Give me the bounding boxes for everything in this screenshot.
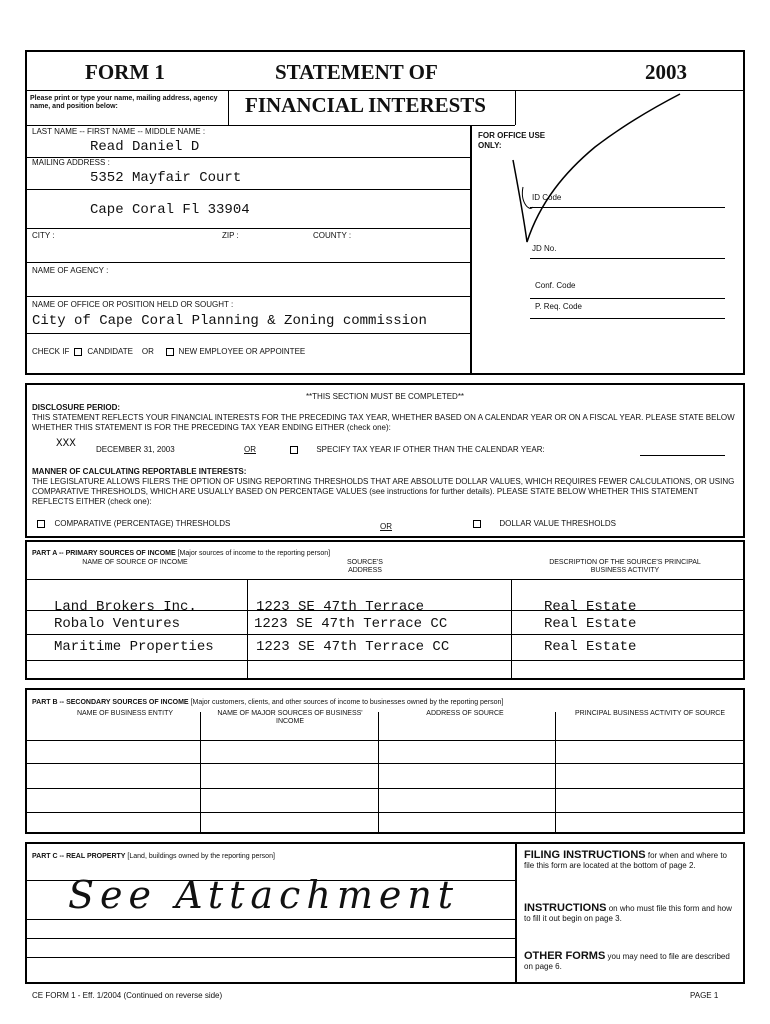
new-employee-checkbox[interactable] xyxy=(166,348,174,356)
address-line1[interactable]: 5352 Mayfair Court xyxy=(90,170,242,186)
address-line2[interactable]: Cape Coral Fl 33904 xyxy=(90,202,250,218)
other-title: OTHER FORMS xyxy=(524,950,606,962)
part-a-row2-name[interactable]: Robalo Ventures xyxy=(54,616,181,632)
footer-left: CE FORM 1 - Eff. 1/2004 (Continued on reverse side) xyxy=(32,991,223,1000)
part-a-col-address: SOURCE'S ADDRESS xyxy=(347,559,383,574)
disclosure-section xyxy=(25,383,745,538)
dollar-checkbox[interactable] xyxy=(473,520,481,528)
specify-label: SPECIFY TAX YEAR IF OTHER THAN THE CALENDAR YEAR: xyxy=(316,445,545,454)
office-use-label: FOR OFFICE USE ONLY: xyxy=(478,131,546,150)
office-stamp-mark xyxy=(505,92,705,252)
comparative-label: COMPARATIVE (PERCENTAGE) THRESHOLDS xyxy=(54,519,231,528)
part-b-heading-row xyxy=(32,699,503,707)
instr-text: on who must file this form and how to fill it out begin on page 3. xyxy=(524,904,732,923)
part-a-row1-name[interactable]: Land Brokers Inc. xyxy=(54,599,197,615)
form-year: 2003 xyxy=(645,60,687,84)
period-or: OR xyxy=(244,445,256,454)
specify-row xyxy=(285,445,545,455)
city-label: CITY : xyxy=(32,231,55,240)
jd-no-label: JD No. xyxy=(532,244,557,253)
form-label: FORM 1 xyxy=(85,60,165,84)
title-line2: FINANCIAL INTERESTS xyxy=(245,93,486,117)
part-a-row1-activity[interactable]: Real Estate xyxy=(544,599,637,615)
comparative-row xyxy=(32,519,230,529)
office-field[interactable]: City of Cape Coral Planning & Zoning commission xyxy=(32,313,427,329)
conf-code-label: Conf. Code xyxy=(535,281,576,290)
part-b-note: [Major customers, clients, and other sources of income to businesses owned by the reporting person] xyxy=(190,699,504,706)
instr-title: INSTRUCTIONS xyxy=(524,902,607,914)
comparative-checkbox[interactable] xyxy=(37,520,45,528)
name-field[interactable]: Read Daniel D xyxy=(90,139,200,155)
office-label: NAME OF OFFICE OR POSITION HELD OR SOUGHT : xyxy=(32,300,234,309)
id-code-label: ID Code xyxy=(532,193,562,202)
zip-label: ZIP : xyxy=(222,231,239,240)
county-label: COUNTY : xyxy=(313,231,352,240)
period-heading: DISCLOSURE PERIOD: xyxy=(32,403,121,412)
dollar-label: DOLLAR VALUE THRESHOLDS xyxy=(499,519,616,528)
check-if-row xyxy=(32,347,305,357)
mailing-label: MAILING ADDRESS : xyxy=(32,158,110,167)
candidate-checkbox[interactable] xyxy=(74,348,82,356)
part-b-col-activity: PRINCIPAL BUSINESS ACTIVITY OF SOURCE xyxy=(575,710,726,717)
title-line1: STATEMENT OF xyxy=(275,60,438,84)
part-a-row3-address[interactable]: 1223 SE 47th Terrace CC xyxy=(256,639,450,655)
part-a-heading-row xyxy=(32,550,330,558)
part-a-note: [Major sources of income to the reporting person] xyxy=(177,550,331,557)
filing-instructions xyxy=(524,850,734,871)
check-if-label: CHECK IF xyxy=(32,347,70,356)
part-b-heading: PART B -- SECONDARY SOURCES OF INCOME xyxy=(32,699,189,706)
who-must-file xyxy=(524,903,734,924)
agency-label: NAME OF AGENCY : xyxy=(32,266,109,275)
part-a-col-activity: DESCRIPTION OF THE SOURCE'S PRINCIPAL BUSINESS ACTIVITY xyxy=(549,559,701,574)
part-a-row2-address[interactable]: 1223 SE 47th Terrace CC xyxy=(254,616,448,632)
name-label: LAST NAME -- FIRST NAME -- MIDDLE NAME : xyxy=(32,127,206,136)
part-a-col-name: NAME OF SOURCE OF INCOME xyxy=(82,559,188,566)
december-checkbox-mark[interactable]: XXX xyxy=(56,438,76,450)
part-a-row3-name[interactable]: Maritime Properties xyxy=(54,639,214,655)
part-a-heading: PART A -- PRIMARY SOURCES OF INCOME xyxy=(32,550,176,557)
part-a-row3-activity[interactable]: Real Estate xyxy=(544,639,637,655)
specify-checkbox[interactable] xyxy=(290,446,298,454)
threshold-or: OR xyxy=(380,522,392,531)
part-c-heading: PART C -- REAL PROPERTY xyxy=(32,853,126,860)
print-instruction: Please print or type your name, mailing address, agency name, and position below: xyxy=(30,95,218,110)
filing-text: for when and where to file this form are located at the bottom of page 2. xyxy=(524,851,728,870)
part-a-row1-address[interactable]: 1223 SE 47th Terrace xyxy=(256,599,425,615)
part-c-note: [Land, buildings owned by the reporting person] xyxy=(127,853,275,860)
manner-heading: MANNER OF CALCULATING REPORTABLE INTERESTS: xyxy=(32,467,247,476)
period-text: THIS STATEMENT REFLECTS YOUR FINANCIAL INTERESTS FOR THE PRECEDING TAX YEAR, WHETHER BASED ON A CALENDAR YEAR OR ON A FISCAL YEAR. PLEASE STATE BELOW WHETHER THIS STATEMENT IS FOR THE PRECEDING TAX YEAR ENDING EITHER (check one): xyxy=(32,413,735,432)
or-label: OR xyxy=(141,347,154,356)
december-label: DECEMBER 31, 2003 xyxy=(96,445,175,454)
part-b-col-address: ADDRESS OF SOURCE xyxy=(426,710,504,717)
other-forms xyxy=(524,951,734,972)
candidate-label: CANDIDATE xyxy=(87,347,133,356)
must-complete-note: **THIS SECTION MUST BE COMPLETED** xyxy=(305,392,465,401)
part-c-heading-row xyxy=(32,853,275,861)
other-text: you may need to file are described on page 6. xyxy=(524,952,730,971)
manner-text: THE LEGISLATURE ALLOWS FILERS THE OPTION OF USING REPORTING THRESHOLDS THAT ARE ABSOLUTE DOLLAR VALUES, WHICH REQUIRES FEWER CALCULATIONS, OR USING COMPARATIVE THRESHOLDS, WHICH ARE USUALLY BASED ON PERCENTAGE VALUES (see instructions for further details). PLEASE STATE BELOW WHETHER THIS STATEMENT REFLECTS EITHER (check one): xyxy=(32,477,735,506)
part-a-row2-activity[interactable]: Real Estate xyxy=(544,616,637,632)
new-employee-label: NEW EMPLOYEE OR APPOINTEE xyxy=(178,347,306,356)
footer-page: PAGE 1 xyxy=(690,991,719,1000)
p-req-code-label: P. Req. Code xyxy=(535,302,582,311)
part-b-col-entity: NAME OF BUSINESS ENTITY xyxy=(76,710,174,717)
part-b-col-sources: NAME OF MAJOR SOURCES OF BUSINESS' INCOME xyxy=(217,710,363,725)
filing-title: FILING INSTRUCTIONS xyxy=(524,849,646,861)
dollar-row xyxy=(468,519,616,529)
part-c-handwritten[interactable]: See Attachment xyxy=(68,873,460,917)
